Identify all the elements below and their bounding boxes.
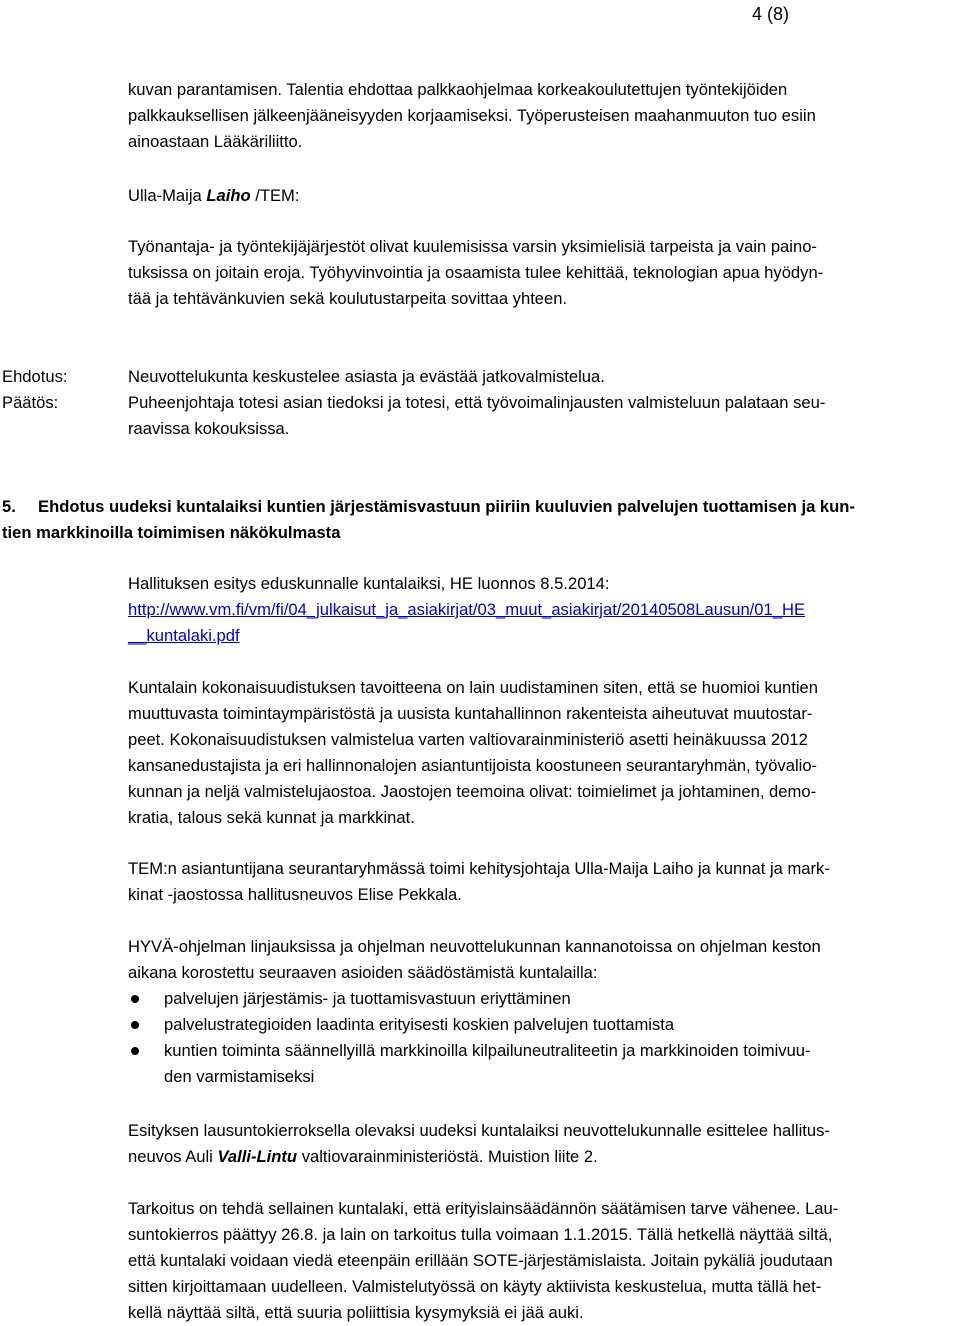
link-line[interactable]: __kuntalaki.pdf <box>128 626 240 645</box>
text-line: palkkauksellisen jälkeenjääneisyyden korjaamiseksi. Työperusteisen maahanmuuton tuo esiin <box>128 106 816 125</box>
text-line: ainoastaan Lääkäriliitto. <box>128 132 303 151</box>
text-line: TEM:n asiantuntijana seurantaryhmässä toimi kehitysjohtaja Ulla-Maija Laiho ja kunnat ja mark- <box>128 859 830 878</box>
text-line: Työnantaja- ja työntekijäjärjestöt olivat kuulemisissa varsin yksimielisiä tarpeista ja vain paino- <box>128 237 817 256</box>
text-line: palvelustrategioiden laadinta erityisesti koskien palvelujen tuottamista <box>164 1015 675 1034</box>
reform-paragraph <box>128 675 956 831</box>
text-line: suntokierros päättyy 26.8. ja lain on tarkoitus tulla voimaan 1.1.2015. Tällä hetkellä näyttää siltä, <box>128 1225 833 1244</box>
text-line: Tarkoitus on tehdä sellainen kuntalaki, että erityislainsäädännön säätämisen tarve vähenee. Lau- <box>128 1199 839 1218</box>
speaker-first-name: Ulla-Maija <box>128 186 207 205</box>
decision-label: Päätös: <box>2 393 59 412</box>
text-line: Puheenjohtaja totesi asian tiedoksi ja totesi, että työvoimalinjausten valmisteluun palataan seu- <box>128 393 826 412</box>
hyva-paragraph <box>128 934 956 986</box>
section-heading <box>2 494 958 546</box>
text-line: aikana korostettu seuraaven asioiden säädöstämistä kuntalailla: <box>128 963 598 982</box>
text-line: sitten kirjoittamaan uudelleen. Valmistelutyössä on käyty aktiivista keskustelua, mutta tällä het- <box>128 1277 822 1296</box>
speaker-heading <box>128 183 956 209</box>
bullet-icon <box>131 1021 139 1029</box>
gov-proposal-text: Hallituksen esitys eduskunnalle kuntalaiksi, HE luonnos 8.5.2014: <box>128 574 610 593</box>
text-segment: valtiovarainministeriöstä. Muistion liite 2. <box>297 1147 598 1166</box>
text-segment: neuvos Auli <box>128 1147 218 1166</box>
section-number: 5. <box>2 497 16 516</box>
list-item <box>128 1038 956 1090</box>
list-item <box>128 986 956 1012</box>
text-line: peet. Kokonaisuudistuksen valmistelua varten valtiovarainministeriö asetti heinäkuussa 2012 <box>128 730 808 749</box>
section-title-line: tien markkinoilla toimimisen näkökulmasta <box>2 523 341 542</box>
statement-paragraph <box>128 234 956 312</box>
speaker-org: /TEM: <box>250 186 300 205</box>
text-line: den varmistamiseksi <box>164 1067 315 1086</box>
presenter-name: Valli-Lintu <box>217 1147 298 1166</box>
text-line: kinat -jaostossa hallitusneuvos Elise Pekkala. <box>128 885 462 904</box>
text-line: muuttuvasta toimintaympäristöstä ja uusista kuntahallinnon rakenteista aiheutuvat muutostar- <box>128 704 813 723</box>
text-line: Neuvottelukunta keskustelee asiasta ja evästää jatkovalmistelua. <box>128 367 605 386</box>
speaker-last-name: Laiho <box>206 186 251 205</box>
text-line: tää ja tehtävänkuvien sekä koulutustarpeita sovittaa yhteen. <box>128 289 568 308</box>
text-line: että kuntalaki voidaan viedä eteenpäin erillään SOTE-järjestämislaista. Joitain pykäliä joudutaan <box>128 1251 833 1270</box>
text-line: tuksissa on joitain eroja. Työhyvinvointia ja osaamista tulee kehittää, teknologian apua hyödyn- <box>128 263 824 282</box>
bullet-list <box>128 986 956 1090</box>
text-line: palvelujen järjestämis- ja tuottamisvastuun eriyttäminen <box>164 989 571 1008</box>
text-line: HYVÄ-ohjelman linjauksissa ja ohjelman neuvottelukunnan kannanotoissa on ohjelman keston <box>128 937 821 956</box>
tem-expert-paragraph <box>128 856 956 908</box>
list-item <box>128 1012 956 1038</box>
text-line: kuvan parantamisen. Talentia ehdottaa palkkaohjelmaa korkeakoulutettujen työntekijöiden <box>128 80 788 99</box>
purpose-paragraph <box>128 1196 956 1326</box>
text-line: kuntien toiminta säännellyillä markkinoilla kilpailuneutraliteetin ja markkinoiden toimivuu- <box>164 1041 811 1060</box>
document-link[interactable] <box>128 597 956 649</box>
text-line: raavissa kokouksissa. <box>128 419 290 438</box>
bullet-icon <box>131 995 139 1003</box>
decision-text <box>128 390 956 442</box>
proposal-text <box>128 364 956 390</box>
text-line: kratia, talous sekä kunnat ja markkinat. <box>128 808 415 827</box>
text-line: Esityksen lausuntokierroksella olevaksi uudeksi kuntalaiksi neuvottelukunnalle esittelee hallitus- <box>128 1121 830 1140</box>
proposal-label: Ehdotus: <box>2 367 68 386</box>
gov-proposal-block <box>128 571 956 649</box>
page-number: 4 (8) <box>752 4 790 24</box>
text-line: kunnan ja neljä valmistelujaostoa. Jaostojen teemoina olivat: toimielimet ja johtaminen, demo- <box>128 782 817 801</box>
bullet-icon <box>131 1047 139 1055</box>
presenter-paragraph <box>128 1118 956 1170</box>
section-title-line: Ehdotus uudeksi kuntalaiksi kuntien järjestämisvastuun piiriin kuuluvien palvelujen tuottamisen ja kun- <box>38 497 855 516</box>
text-line: kellä näyttää siltä, että suuria poliittisia kysymyksiä ei jää auki. <box>128 1303 584 1322</box>
intro-paragraph <box>128 77 956 155</box>
text-line: kansanedustajista ja eri hallinnonalojen asiantuntijoista koostuneen seurantaryhmän, työvalio- <box>128 756 818 775</box>
text-line: Kuntalain kokonaisuudistuksen tavoitteena on lain uudistaminen siten, että se huomioi kuntien <box>128 678 819 697</box>
link-line[interactable]: http://www.vm.fi/vm/fi/04_julkaisut_ja_asiakirjat/03_muut_asiakirjat/20140508Lausun/01_HE <box>128 600 806 619</box>
